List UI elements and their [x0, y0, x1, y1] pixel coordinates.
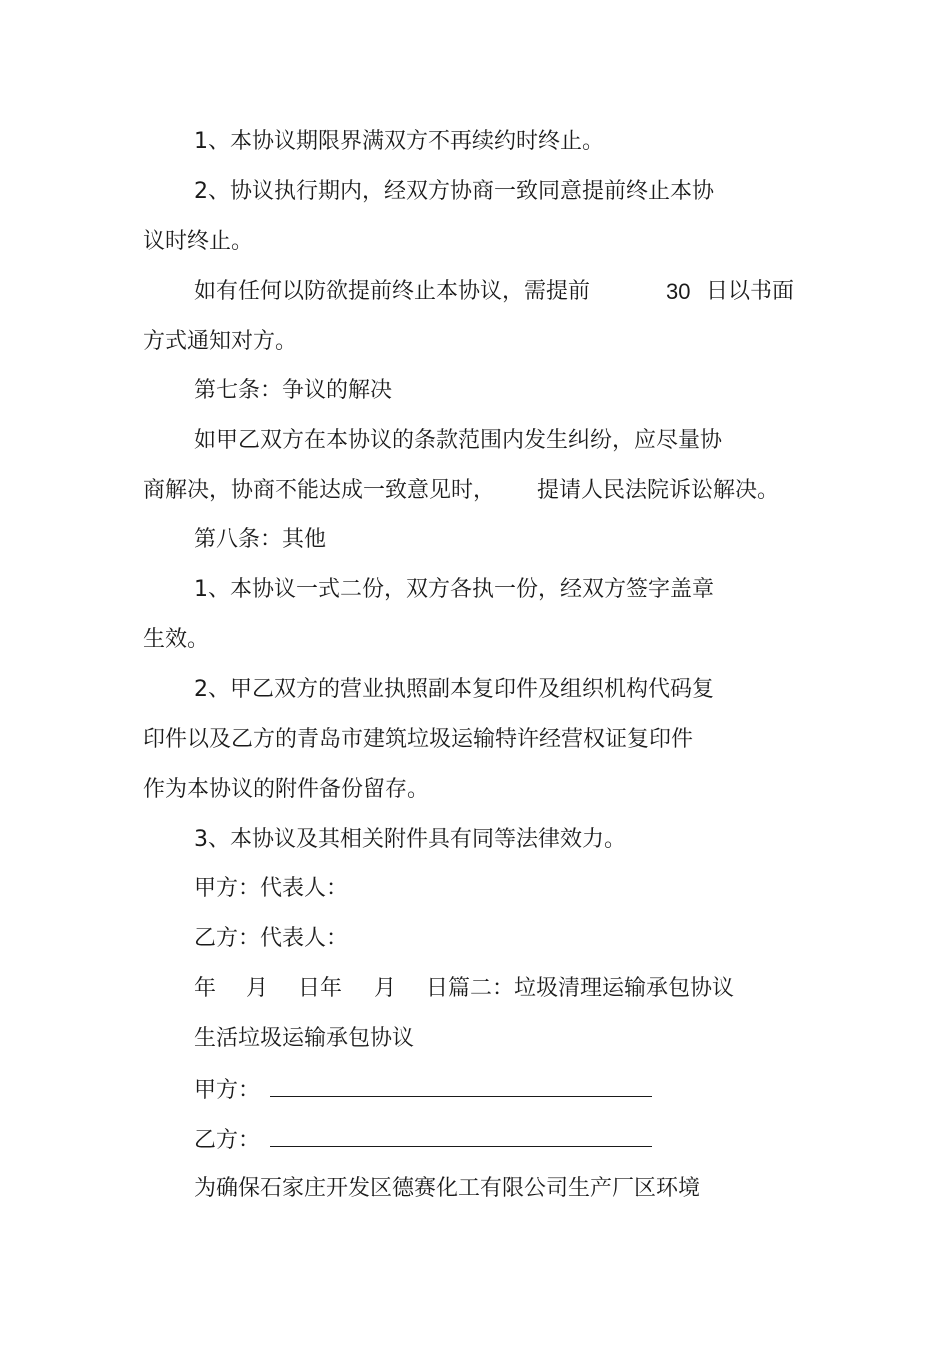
party-a-blank — [270, 1074, 652, 1097]
party-b-blank — [270, 1124, 652, 1147]
text-line: 日以书面 — [706, 279, 795, 304]
signature-party-a: 甲方：代表人： — [194, 876, 349, 901]
text-line: 如有任何以防欲提前终止本协议，需提前 — [194, 279, 591, 304]
date-year: 年 — [194, 976, 217, 1001]
party-b-label: 乙方： — [194, 1128, 261, 1153]
date-month: 月 — [246, 976, 269, 1001]
text-line: 1、本协议一式二份，双方各执一份，经双方签字盖章 — [194, 577, 714, 602]
text-line: 印件以及乙方的青岛市建筑垃圾运输特许经营权证复印件 — [143, 727, 694, 752]
party-a-row — [194, 1074, 652, 1106]
signature-party-b: 乙方：代表人： — [194, 926, 349, 951]
text-line: 提请人民法院诉讼解决。 — [537, 478, 780, 503]
text-line: 生效。 — [143, 627, 210, 652]
text-line: 3、本协议及其相关附件具有同等法律效力。 — [194, 827, 626, 852]
document-title: 生活垃圾运输承包协议 — [194, 1026, 415, 1051]
text-line: 1、本协议期限界满双方不再续约时终止。 — [194, 129, 604, 154]
party-a-label: 甲方： — [194, 1078, 261, 1103]
section-heading: 第七条：争议的解决 — [194, 378, 393, 403]
text-line: 方式通知对方。 — [143, 329, 298, 354]
text-line: 2、协议执行期内，经双方协商一致同意提前终止本协 — [194, 179, 714, 204]
text-line: 日篇二：垃圾清理运输承包协议 — [426, 976, 735, 1001]
text-line: 作为本协议的附件备份留存。 — [143, 777, 430, 802]
date-day-year: 日年 — [298, 976, 343, 1001]
text-line: 商解决，协商不能达成一致意见时， — [143, 478, 496, 503]
text-line: 议时终止。 — [143, 229, 254, 254]
text-line: 为确保石家庄开发区德赛化工有限公司生产厂区环境 — [194, 1176, 701, 1201]
text-line: 如甲乙双方在本协议的条款范围内发生纠纷，应尽量协 — [194, 428, 723, 453]
section-heading: 第八条：其他 — [194, 527, 327, 552]
date-month: 月 — [374, 976, 397, 1001]
text-number: 30 — [666, 279, 691, 304]
text-line: 2、甲乙双方的营业执照副本复印件及组织机构代码复 — [194, 677, 714, 702]
party-b-row — [194, 1124, 652, 1156]
